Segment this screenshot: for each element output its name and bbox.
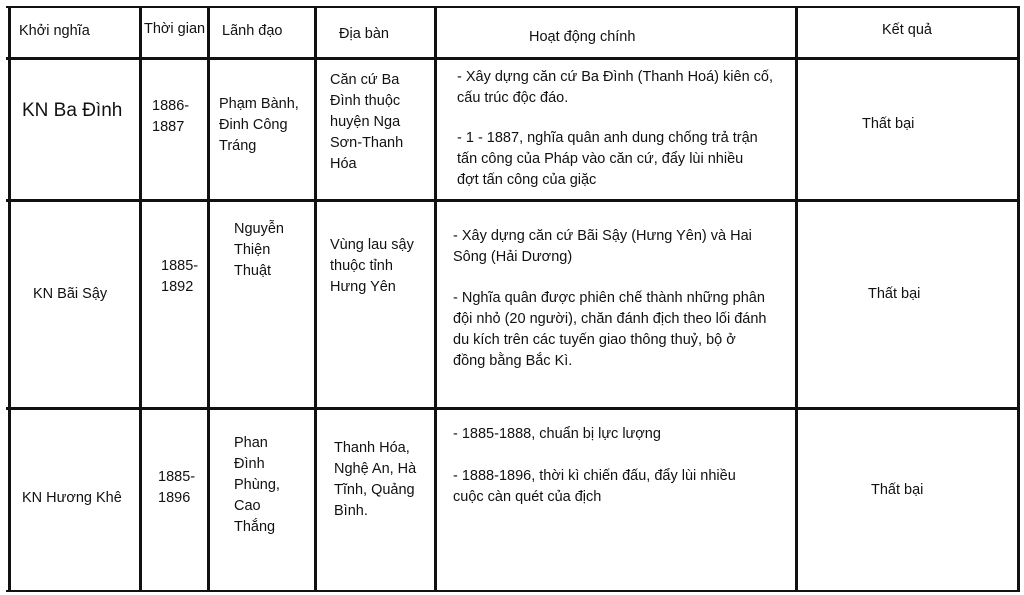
table-top-border — [6, 6, 1020, 8]
row1-time: 1886- 1887 — [152, 98, 190, 135]
row-divider-2 — [6, 407, 1020, 410]
header-area: Địa bàn — [339, 26, 389, 42]
row2-result: Thất bại — [868, 286, 921, 302]
row2-leader: Nguyễn Thiện Thuật — [234, 221, 284, 279]
row3-result: Thất bại — [871, 482, 924, 498]
header-result: Kết quả — [882, 22, 932, 38]
header-divider — [6, 57, 1020, 60]
row2-area: Vùng lau sậy thuộc tỉnh Hưng Yên — [330, 237, 414, 295]
row1-activity-1: - Xây dựng căn cứ Ba Đình (Thanh Hoá) kiên cố, cấu trúc độc đáo. — [457, 69, 774, 106]
header-activities: Hoạt động chính — [529, 29, 636, 45]
row3-area: Thanh Hóa, Nghệ An, Hà Tĩnh, Quảng Bình. — [334, 440, 417, 519]
row1-activity-2: - 1 - 1887, nghĩa quân anh dung chống trả trận tấn công của Pháp vào căn cứ, đẩy lùi nhiều đợt tấn công của giặc — [457, 130, 758, 188]
row1-result: Thất bại — [862, 116, 915, 132]
col-divider-1 — [139, 6, 142, 592]
row3-activity-1: - 1885-1888, chuẩn bị lực lượng — [453, 426, 661, 442]
header-uprising: Khởi nghĩa — [19, 23, 90, 39]
row3-leader: Phan Đình Phùng, Cao Thắng — [234, 435, 280, 535]
col-divider-5 — [795, 6, 798, 592]
table-right-border — [1017, 6, 1020, 592]
header-time: Thời gian — [144, 21, 206, 37]
row-divider-1 — [6, 199, 1020, 202]
col-divider-2 — [207, 6, 210, 592]
row2-activity-2: - Nghĩa quân được phiên chế thành những phân đội nhỏ (20 người), chăn đánh địch theo lối đánh du kích trên các tuyến giao thông thuỷ, bộ ở đồng bằng Bắc Kì. — [453, 290, 767, 369]
row3-activity-2: - 1888-1896, thời kì chiến đấu, đẩy lùi nhiều cuộc càn quét của địch — [453, 468, 736, 505]
row2-activity-1: - Xây dựng căn cứ Bãi Sậy (Hưng Yên) và Hai Sông (Hải Dương) — [453, 228, 752, 265]
col-divider-3 — [314, 6, 317, 592]
row1-leader: Phạm Bành, Đinh Công Tráng — [219, 96, 299, 154]
table-bottom-border — [6, 590, 1020, 592]
row1-uprising: KN Ba Đình — [22, 100, 123, 121]
row1-area: Căn cứ Ba Đình thuộc huyện Nga Sơn-Thanh Hóa — [330, 72, 404, 172]
col-divider-4 — [434, 6, 437, 592]
header-leader: Lãnh đạo — [222, 23, 283, 39]
row3-time: 1885- 1896 — [158, 469, 196, 506]
row2-uprising: KN Bãi Sậy — [33, 286, 108, 302]
row2-time: 1885- 1892 — [161, 258, 199, 295]
table-left-border — [8, 6, 11, 592]
row3-uprising: KN Hương Khê — [22, 490, 122, 506]
